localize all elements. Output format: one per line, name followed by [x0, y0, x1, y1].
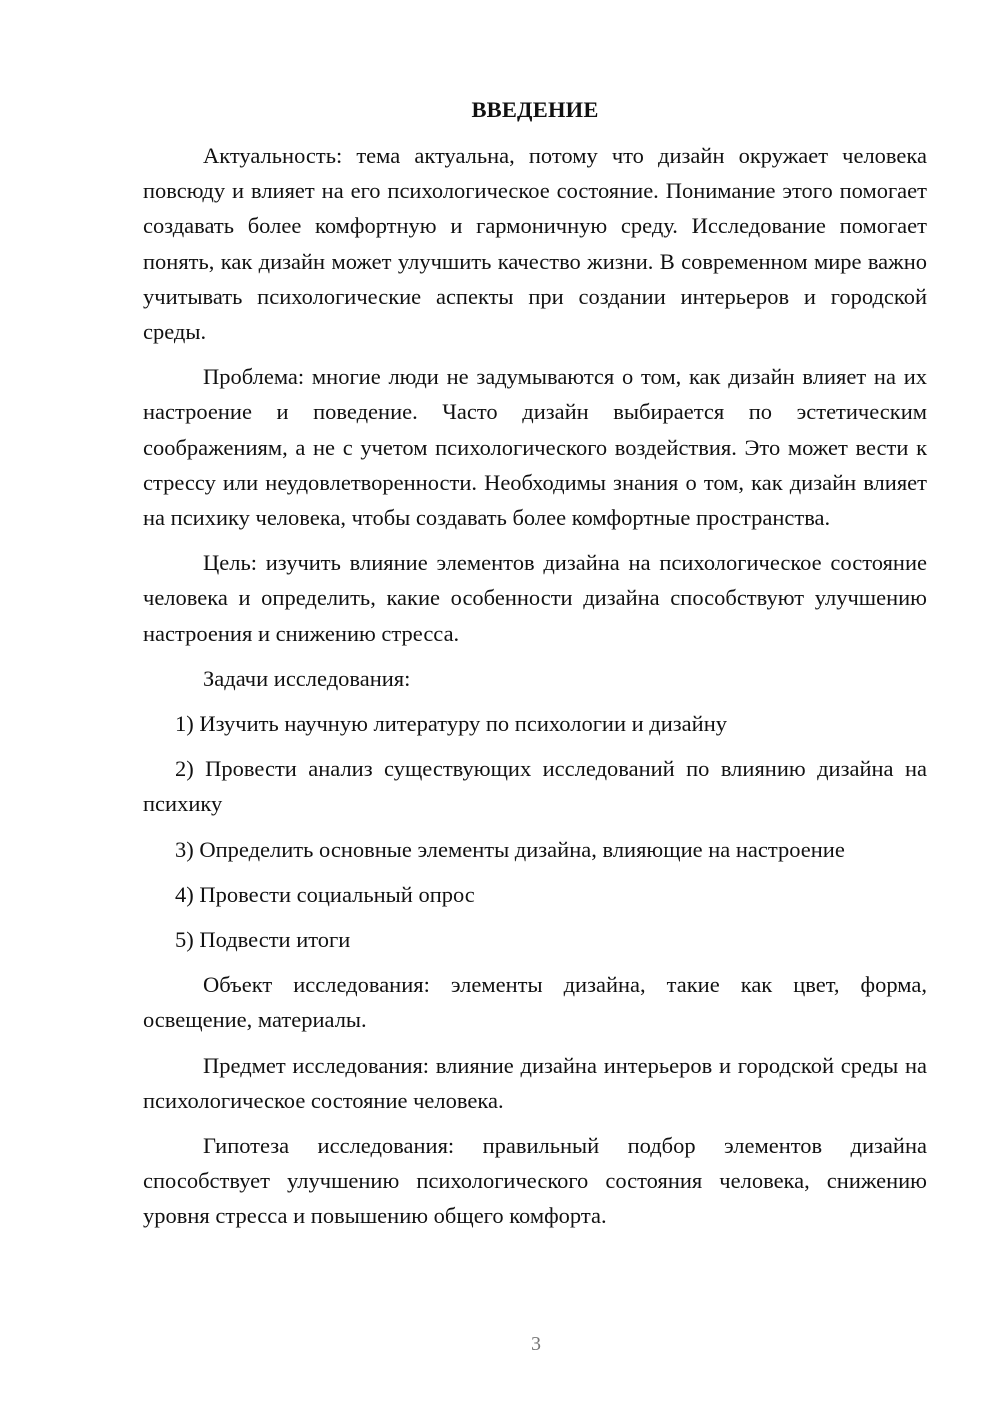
task-item-1: 1) Изучить научную литературу по психологии и дизайну	[175, 711, 727, 737]
task-item-4: 4) Провести социальный опрос	[175, 881, 475, 907]
relevance-paragraph: Актуальность: тема актуальна, потому что дизайн окружает человека повсюду и влияет на его психологическое состояние. Понимание этого помогает создавать более комфортную и гармоничную среду. Исследование помогает понять, как дизайн может улучшить качество жизни. В современном мире важно учитывать психологические аспекты при создании интерьеров и городской среды.	[143, 143, 927, 345]
hypothesis-paragraph: Гипотеза исследования: правильный подбор элементов дизайна способствует улучшению психологического состояния человека, снижению уровня стресса и повышению общего комфорта.	[143, 1133, 927, 1229]
object-paragraph: Объект исследования: элементы дизайна, такие как цвет, форма, освещение, материалы.	[143, 972, 927, 1033]
task-item-2: 2) Провести анализ существующих исследований по влиянию дизайна на психику	[143, 756, 927, 817]
page-content	[143, 95, 927, 1234]
tasks-title: Задачи исследования:	[203, 665, 411, 691]
subject-paragraph: Предмет исследования: влияние дизайна интерьеров и городской среды на психологическое состояние человека.	[143, 1052, 927, 1113]
problem-paragraph: Проблема: многие люди не задумываются о том, как дизайн влияет на их настроение и поведение. Часто дизайн выбирается по эстетическим соображениям, а не с учетом психологического воздействия. Это может вести к стрессу или неудовлетворенности. Необходимы знания о том, как дизайн влияет на психику человека, чтобы создавать более комфортные пространства.	[143, 364, 927, 531]
goal-paragraph: Цель: изучить влияние элементов дизайна на психологическое состояние человека и определить, какие особенности дизайна способствуют улучшению настроения и снижению стресса.	[143, 550, 927, 646]
page-number: 3	[531, 1333, 541, 1355]
task-item-5: 5) Подвести итоги	[175, 927, 351, 953]
page-title: ВВЕДЕНИЕ	[471, 97, 599, 122]
task-item-3: 3) Определить основные элементы дизайна, влияющие на настроение	[175, 836, 845, 862]
